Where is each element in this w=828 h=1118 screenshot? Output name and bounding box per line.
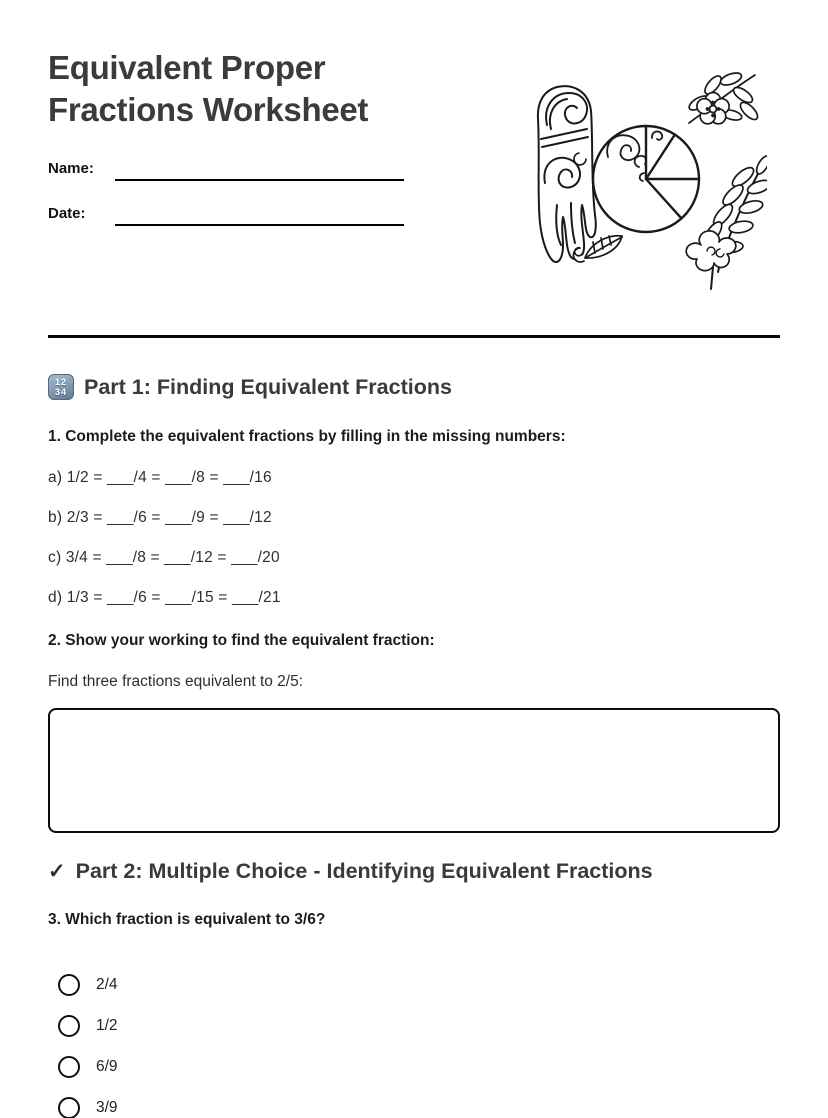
input-numbers-icon xyxy=(48,374,74,400)
fraction-pie-chart-drawing xyxy=(593,126,699,232)
date-fill-in-line[interactable] xyxy=(115,224,404,226)
working-answer-box[interactable] xyxy=(48,708,780,833)
input-numbers-icon-bottom-row: 34 xyxy=(54,387,67,397)
input-numbers-icon-top-row: 12 xyxy=(54,377,67,387)
name-fill-in-line[interactable] xyxy=(115,179,404,181)
flower-sprig-drawing xyxy=(687,71,760,124)
option-row-2[interactable] xyxy=(58,1015,780,1037)
option-label: 2/4 xyxy=(96,976,118,993)
option-row-4[interactable] xyxy=(58,1097,780,1118)
part2-heading xyxy=(48,833,780,884)
fraction-item-d: d) 1/3 = ___/6 = ___/15 = ___/21 xyxy=(48,589,281,606)
name-label: Name: xyxy=(48,160,94,177)
radio-button[interactable] xyxy=(58,974,80,996)
question2-prompt: 2. Show your working to find the equivalent fraction: xyxy=(48,632,435,649)
fraction-item-b: b) 2/3 = ___/6 = ___/9 = ___/12 xyxy=(48,509,272,526)
page-title: Equivalent Proper Fractions Worksheet xyxy=(48,49,369,128)
checkmark-icon: ✓ xyxy=(48,860,66,883)
part1-heading-text: Part 1: Finding Equivalent Fractions xyxy=(84,374,452,399)
koru-panel-drawing xyxy=(538,86,596,262)
fraction-item-c: c) 3/4 = ___/8 = ___/12 = ___/20 xyxy=(48,549,280,566)
question3-options xyxy=(48,974,780,1118)
option-label: 1/2 xyxy=(96,1017,118,1034)
option-row-3[interactable] xyxy=(58,1056,780,1078)
part1-heading xyxy=(48,338,780,400)
date-label: Date: xyxy=(48,205,86,222)
worksheet-illustration xyxy=(527,65,767,293)
question2-subprompt: Find three fractions equivalent to 2/5: xyxy=(48,673,304,690)
radio-button[interactable] xyxy=(58,1097,80,1118)
question1-prompt: 1. Complete the equivalent fractions by filling in the missing numbers: xyxy=(48,428,566,445)
part2-heading-text: Part 2: Multiple Choice - Identifying Equivalent Fractions xyxy=(75,859,653,883)
option-row-1[interactable] xyxy=(58,974,780,996)
question3-prompt: 3. Which fraction is equivalent to 3/6? xyxy=(48,911,326,928)
radio-button[interactable] xyxy=(58,1056,80,1078)
fraction-item-a: a) 1/2 = ___/4 = ___/8 = ___/16 xyxy=(48,469,272,486)
option-label: 6/9 xyxy=(96,1058,118,1075)
radio-button[interactable] xyxy=(58,1015,80,1037)
option-label: 3/9 xyxy=(96,1099,118,1116)
